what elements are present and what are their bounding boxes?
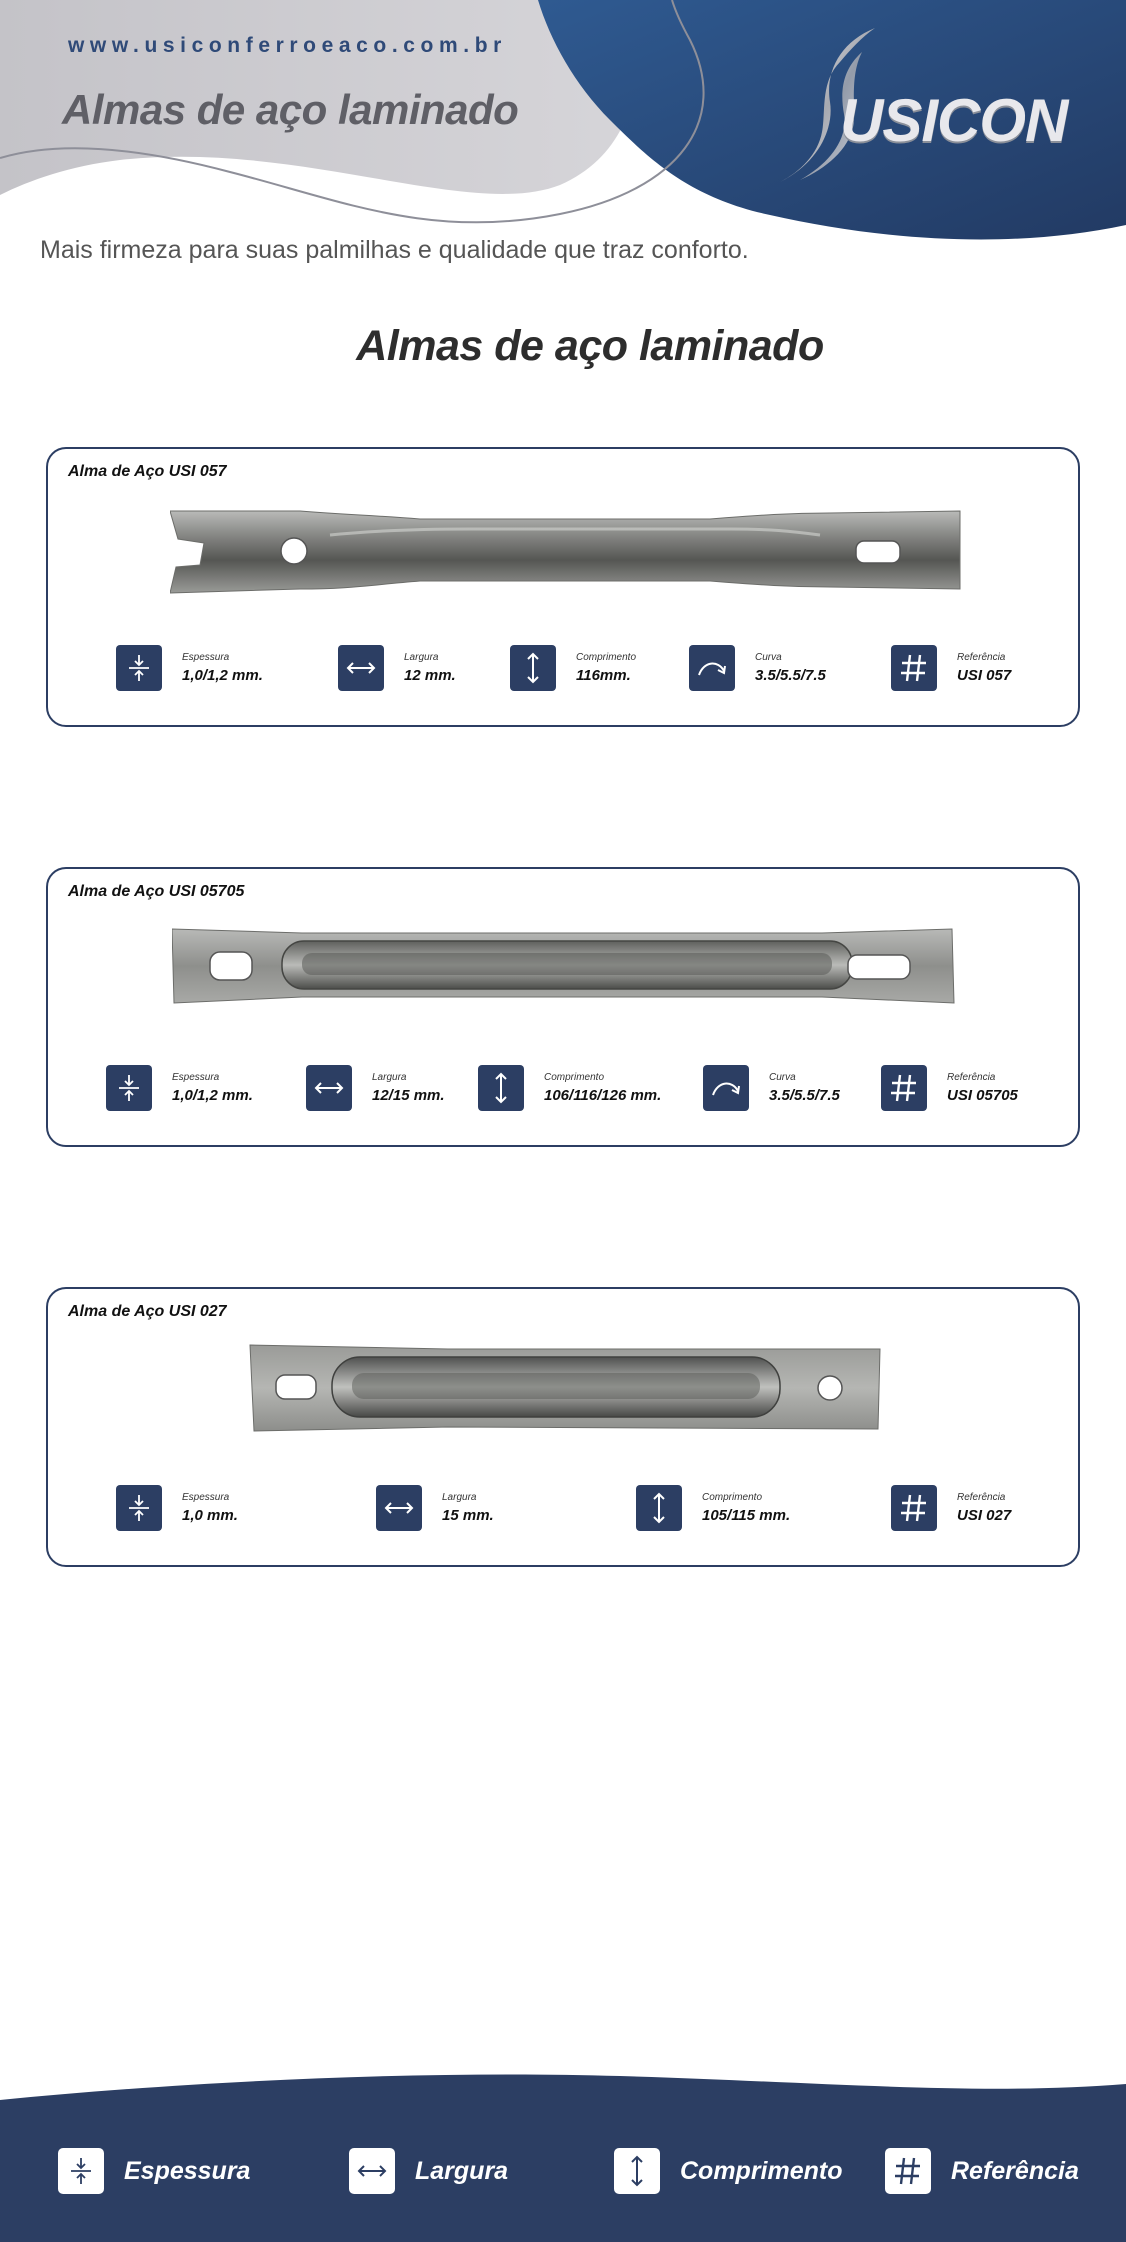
spec-value: 3.5/5.5/7.5 bbox=[769, 1087, 840, 1104]
spec-value: 3.5/5.5/7.5 bbox=[755, 667, 826, 684]
footer-legend bbox=[0, 2060, 1126, 2242]
logo-text: USICON bbox=[840, 87, 1068, 154]
thickness-icon bbox=[58, 2148, 104, 2194]
spec-label: Comprimento bbox=[702, 1492, 763, 1503]
spec-label: Largura bbox=[442, 1492, 477, 1503]
length-icon bbox=[510, 645, 556, 691]
spec-value: 1,0/1,2 mm. bbox=[182, 667, 263, 684]
spec-value: USI 057 bbox=[957, 667, 1012, 684]
curve-icon bbox=[689, 645, 735, 691]
spec-label: Espessura bbox=[182, 652, 230, 663]
product-card bbox=[46, 1287, 1080, 1567]
legend-label: Espessura bbox=[124, 2157, 251, 2185]
length-icon bbox=[614, 2148, 660, 2194]
product-image-usi-05705 bbox=[172, 927, 962, 1007]
tagline: Mais firmeza para suas palmilhas e qualidade que traz conforto. bbox=[40, 236, 749, 264]
usicon-logo bbox=[770, 22, 1070, 192]
product-image-usi-027 bbox=[248, 1343, 882, 1433]
header bbox=[0, 0, 1126, 245]
spec-value: 1,0/1,2 mm. bbox=[172, 1087, 253, 1104]
hash-icon bbox=[885, 2148, 931, 2194]
spec-value: 12/15 mm. bbox=[372, 1087, 445, 1104]
spec-label: Comprimento bbox=[544, 1072, 605, 1083]
spec-value: 15 mm. bbox=[442, 1507, 494, 1524]
spec-value: USI 027 bbox=[957, 1507, 1012, 1524]
spec-value: 116mm. bbox=[576, 667, 631, 684]
spec-label: Largura bbox=[372, 1072, 407, 1083]
hash-icon bbox=[881, 1065, 927, 1111]
spec-value: 12 mm. bbox=[404, 667, 456, 684]
thickness-icon bbox=[116, 1485, 162, 1531]
thickness-icon bbox=[106, 1065, 152, 1111]
spec-label: Referência bbox=[947, 1072, 996, 1083]
length-icon bbox=[478, 1065, 524, 1111]
product-title: Alma de Aço USI 05705 bbox=[68, 883, 245, 900]
spec-value: 105/115 mm. bbox=[702, 1507, 791, 1524]
width-icon bbox=[349, 2148, 395, 2194]
spec-label: Espessura bbox=[172, 1072, 220, 1083]
width-icon bbox=[376, 1485, 422, 1531]
curve-icon bbox=[703, 1065, 749, 1111]
spec-label: Referência bbox=[957, 1492, 1006, 1503]
product-card bbox=[46, 447, 1080, 727]
length-icon bbox=[636, 1485, 682, 1531]
spec-label: Comprimento bbox=[576, 652, 637, 663]
spec-value: 106/116/126 mm. bbox=[544, 1087, 662, 1104]
footer-background bbox=[0, 2060, 1126, 2242]
product-title: Alma de Aço USI 057 bbox=[68, 463, 227, 480]
spec-label: Largura bbox=[404, 652, 439, 663]
spec-label: Espessura bbox=[182, 1492, 230, 1503]
product-card bbox=[46, 867, 1080, 1147]
hash-icon bbox=[891, 645, 937, 691]
product-image-usi-057 bbox=[170, 505, 970, 601]
legend-label: Referência bbox=[951, 2157, 1079, 2185]
width-icon bbox=[306, 1065, 352, 1111]
spec-value: 1,0 mm. bbox=[182, 1507, 238, 1524]
spec-label: Curva bbox=[755, 652, 782, 663]
width-icon bbox=[338, 645, 384, 691]
product-title: Alma de Aço USI 027 bbox=[68, 1303, 227, 1320]
thickness-icon bbox=[116, 645, 162, 691]
main-title: Almas de aço laminado bbox=[356, 322, 824, 370]
spec-label: Referência bbox=[957, 652, 1006, 663]
spec-label: Curva bbox=[769, 1072, 796, 1083]
legend-label: Comprimento bbox=[680, 2157, 843, 2185]
header-title: Almas de aço laminado bbox=[62, 86, 519, 133]
hash-icon bbox=[891, 1485, 937, 1531]
site-url[interactable]: www.usiconferroeaco.com.br bbox=[68, 34, 507, 57]
legend-label: Largura bbox=[415, 2157, 509, 2185]
spec-value: USI 05705 bbox=[947, 1087, 1018, 1104]
